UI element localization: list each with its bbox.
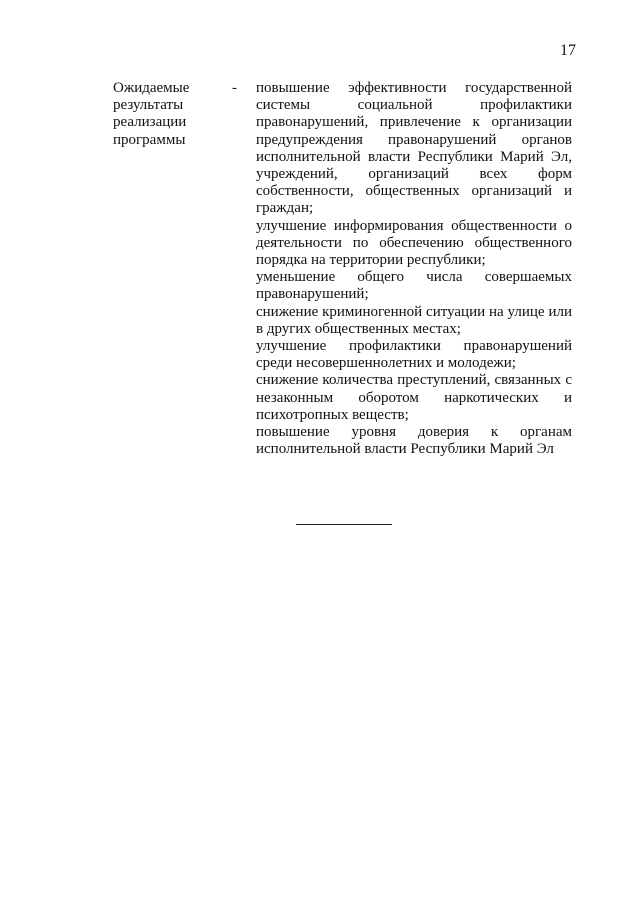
section-label-line: результаты [113, 97, 184, 114]
section-label [113, 80, 223, 149]
section-label-line: программы [113, 131, 186, 148]
result-item: улучшение информирования общественности о деятельности по обеспечению общественного порядка на территории республики; [256, 217, 572, 269]
result-item: улучшение профилактики правонарушений среди несовершеннолетних и молодежи; [256, 338, 572, 372]
result-item: повышение эффективности государственной системы социальной профилактики правонарушений, привлечение к организации предупреждения правонарушений органов исполнительной власти Республики Марий Эл, учреждений, организаций всех форм собственности, общественных организаций и граждан; [256, 80, 572, 217]
result-item: снижение количества преступлений, связанных с незаконным оборотом наркотических и психотропных веществ; [256, 372, 572, 423]
end-separator-line [296, 524, 392, 525]
expected-results-list [256, 80, 572, 458]
result-item: уменьшение общего числа совершаемых правонарушений; [256, 269, 572, 303]
result-item: снижение криминогенной ситуации на улице или в других общественных местах; [256, 303, 572, 337]
section-label-line: реализации [113, 114, 187, 131]
page-number: 17 [560, 42, 576, 59]
section-label-line: Ожидаемые [113, 80, 190, 96]
label-dash: - [232, 80, 237, 96]
result-item: повышение уровня доверия к органам исполнительной власти Республики Марий Эл [256, 424, 572, 458]
